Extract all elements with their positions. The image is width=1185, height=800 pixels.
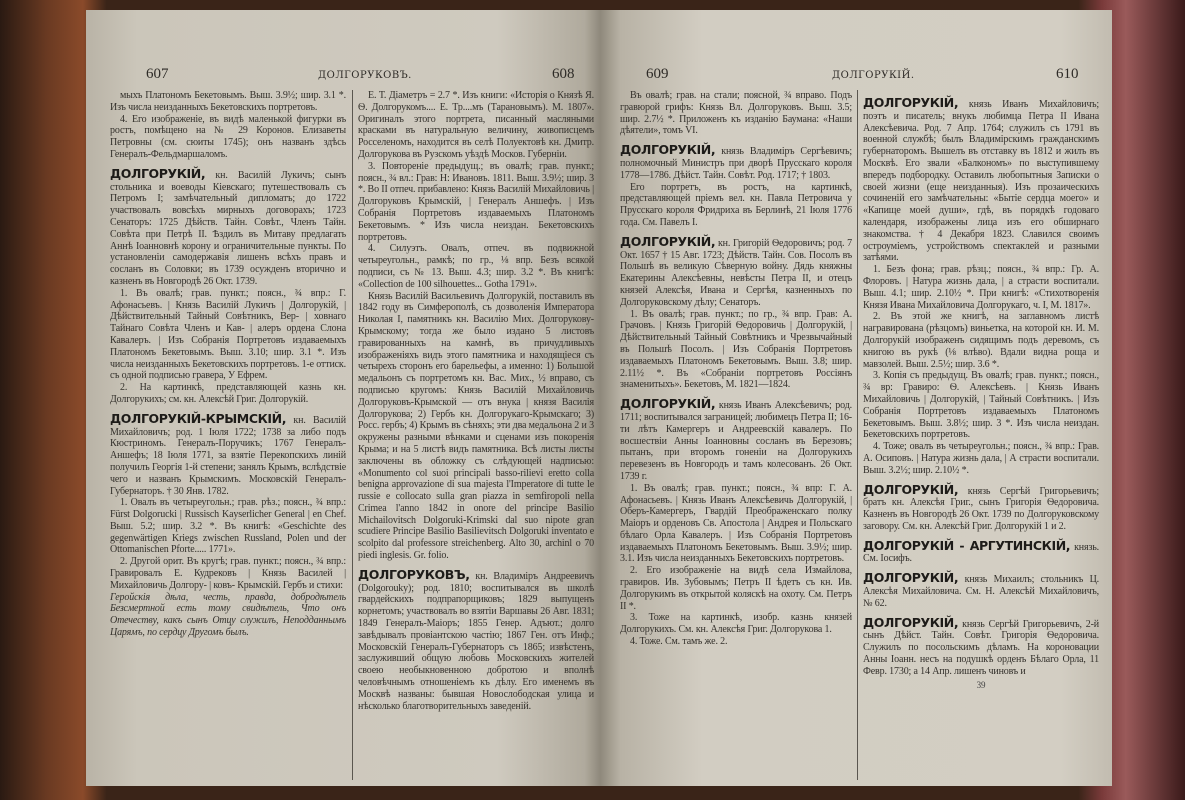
- paragraph-text: кн. Григорій Ѳедоровичъ; род. 7 Окт. 1657 † 15 Авг. 1723; Дѣйств. Тайн. Сов. Посолъ въ Польшѣ въ великую Сѣверную войну. Дядь княжны Екатерины Алексѣевны, невѣсты Петра II, и отецъ князей Алексѣя, Ивана и Сергѣя, казненныхъ по Долгоруковскому дѣлу; Сенаторъ.: [620, 237, 852, 308]
- paragraph-text: кн. Владиміръ Андреевичъ (Dolgorouky); род. 1810; воспитывался въ школѣ гвардейскихъ подпрапорщиковъ; 1829 выпущенъ корнетомъ; участвовалъ во взятіи Варшавы 26 Авг. 1831; 1849 Генералъ-Маіоръ; 1855 Генер. Адъют.; долго завѣдывалъ провіантскою частію; 1867 Ген. отъ Инф.; Московскій Генералъ-Губернаторъ съ 1865; извѣстенъ, заслуживший общую любовь Московскихъ жителей своею необыкновенною добротою и вполнѣ человѣчнымъ отношеніемъ къ дѣлу. Его именемъ въ Москвѣ названы: бывшая Новослободская улица и нѣсколько благотворительныхъ заведеній.: [358, 570, 594, 712]
- entry-heading: ДОЛГОРУКІЙ,: [863, 614, 959, 630]
- paragraph-text: князь Владиміръ Сергѣевичъ; полномочный Министръ при дворѣ Прусскаго короля 1778—1786. Дѣйст. Тайн. Совѣт. Род. 1717; † 1803.: [620, 146, 852, 181]
- paragraph-text: Въ овалѣ; грав. на стали; поясной, ¾ вправо. Подъ гравюрой грифъ: Князь Вл. Долгоруковъ. Выш. 3.5; шир. 2.7½ *. Приложенъ къ изданію Баумана: «Наши дѣятели», томъ VI.: [620, 90, 852, 137]
- entry-heading: ДОЛГОРУКІЙ,: [620, 142, 716, 158]
- paragraph: [110, 90, 346, 114]
- paragraph-text: 4. Его изображеніе, въ видѣ маленькой фигурки въ ростъ, помѣщено на № 29 Коронов. Елизаветы Петровны (см. сюиты 1745); онъ названъ здѣсь Генералъ-Фельдмаршаломъ.: [110, 113, 346, 160]
- paragraph-text: 4. Силуэтъ. Овалъ, отпеч. въ подвижной четыреугольн., рамкѣ; по гр., ⅛ впр. Безъ всякой подписи, съ № 13. Выш. 4.3; шир. 3.2 *. Въ книгѣ: «Collection de 100 silhouettes... Gotha 1791».: [358, 243, 594, 290]
- paragraph-text: кн. Василій Лукичъ; сынъ стольника и воеводы Кіевскаго; путешествовалъ съ Петромъ I; замѣчательный дипломатъ; до 1722 участвовалъ вовсѣхъ мирныхъ договорахъ; 1723 Сенаторъ: 1725 Дѣйств. Тайн. Совѣт., Членъ Тайн. Совѣта при Петрѣ II. Ѣздилъ въ Митаву предлагать Аннѣ Іоанновнѣ корону и ограничительные пункты. По установленіи самодержавія лишенъ всѣхъ правъ и сосланъ въ Соловки; въ 1739 осужденъ вторично и казненъ въ Новгородѣ 26 Окт. 1739.: [110, 169, 346, 287]
- paragraph: [358, 291, 594, 562]
- running-head: ДОЛГОРУКОВЪ.: [318, 70, 412, 81]
- paragraph-text: Его портретъ, въ ростъ, на картинкѣ, представляющей пріемъ вел. кн. Павла Петровича у Прусскаго короля Фридриха въ Берлинѣ, 21 Іюля 1776 года. См. Павелъ I.: [620, 181, 852, 228]
- paragraph: [110, 592, 346, 639]
- paragraph-text: князь Иванъ Алексѣевичъ; род. 1711; воспитывался заграницей; любимецъ Петра II; 16-ти лѣтъ Камергеръ и Андреевскій кавалеръ. По восшествіи Анны Іоанновны сосланъ въ Березовъ; пытанъ, при второмъ гоненіи на Долгорукихъ перевезенъ въ Новгородъ и тамъ колесованъ. 26 Окт. 1739 г.: [620, 400, 852, 482]
- page-number: 608: [552, 66, 575, 82]
- running-head: ДОЛГОРУКІЙ.: [832, 70, 915, 81]
- paragraph: [863, 441, 1099, 476]
- paragraph: [863, 370, 1099, 441]
- page-number: 610: [1056, 66, 1079, 82]
- entry-heading: ДОЛГОРУКІЙ,: [863, 481, 959, 497]
- paragraph: [620, 483, 852, 566]
- paragraph-text: Геройскія дѣла, честь, правда, добродѣтель Безсмертной есть тому свидѣтель, Что онъ Отечеству, какъ сынъ Отцу служилъ, Неподданнымъ Царямъ, по сердцу Другомъ былъ.: [110, 591, 346, 639]
- paragraph-text: 2. Въ этой же книгѣ, на заглавномъ листѣ награвирована (рѣзцомъ) виньетка, на которой кн. И. М. Долгорукій изображенъ сидящимъ подъ деревомъ, съ книгою въ рукѣ (⅛ влѣво). Вдали видна роща и мавзолей. Выш. 2.5½; шир. 3.6 *.: [863, 311, 1099, 370]
- right-page: [600, 10, 1112, 786]
- text-column: [620, 90, 852, 648]
- paragraph: [620, 565, 852, 612]
- entry-paragraph: [110, 412, 346, 498]
- paragraph: [110, 288, 346, 382]
- entry-paragraph: [863, 571, 1099, 609]
- paragraph-text: 3. Повтореніе предыдущ.; въ овалѣ; грав. пункт.; поясн., ¾ вл.: Грав: Н: Ивановъ. 1811. Выш. 3.9½; шир. 3 *. Во II отпеч. прибавлено: Князь Василій Михайловичь | Долгоруковъ Крымскій, | Генералъ Аншефъ. | Изъ Собранія Портретовъ издаваемыхъ Платономъ Бекетовымъ. * Изъ числа неиздан. Бекетовскихъ портретовъ.: [358, 160, 594, 243]
- paragraph-text: 4. Тоже; овалъ въ четыреугольн.; поясн., ¾ впр.: Грав. А. Осиповъ. | Натура жизнь дала, | А страсти воспитали. Выш. 3.2½; шир. 2.10½ *.: [863, 441, 1099, 476]
- paragraph-text: князь Сергѣй Григорьевичъ; братъ кн. Алексѣя Григ., сынъ Григорія Ѳедоровича. Казненъ въ Новгородѣ 26 Окт. 1739 по Долгоруковскому заговору. См. кн. Алексѣй Григ. Долгорукій 1 и 2.: [863, 485, 1099, 532]
- entry-heading: ДОЛГОРУКІЙ,: [620, 396, 716, 412]
- paragraph: [620, 636, 852, 648]
- entry-paragraph: [110, 167, 346, 288]
- text-column: [358, 90, 594, 712]
- entry-heading: ДОЛГОРУКОВЪ,: [358, 566, 470, 582]
- entry-heading: ДОЛГОРУКІЙ,: [863, 95, 959, 110]
- paragraph: [110, 497, 346, 556]
- paragraph: [863, 311, 1099, 370]
- entry-paragraph: [620, 397, 852, 483]
- entry-heading: ДОЛГОРУКІЙ - АРГУТИНСКІЙ,: [863, 537, 1071, 553]
- paragraph-text: 2. Другой орит. Въ кругѣ; грав. пункт.; поясн., ¾ впр.: Гравировалъ Е. Кудрековъ | Князь Василей | Михайловичь Долгору- | ковъ- Крымскій. Гербъ и стихи:: [110, 556, 346, 591]
- paragraph: [863, 264, 1099, 311]
- paragraph-text: 3. Тоже на картинкѣ, изобр. казнь князей Долгорукихъ. См. кн. Алексѣя Григ. Долгорукова 1.: [620, 612, 852, 636]
- paragraph: [358, 161, 594, 244]
- paragraph: [620, 309, 852, 392]
- paragraph: [110, 556, 346, 591]
- entry-heading: ДОЛГОРУКІЙ-КРЫМСКІЙ,: [110, 410, 287, 426]
- entry-paragraph: [863, 539, 1099, 566]
- entry-paragraph: [620, 143, 852, 181]
- paragraph-text: князь Иванъ Михайловичъ; поэтъ и писатель; внукъ любимца Петра II Ивана Алексѣевича. Род. 7 Апр. 1764; служилъ съ 1791 въ военной службѣ; былъ Владимірскимъ гражданскимъ губернаторомъ. Вышелъ въ отставку въ 1812 и жилъ въ Москвѣ. Его звали «Балкономъ» по выступившему впередъ подбородку. Оставилъ любопытныя Записки о своей жизни (еще неизданныя). Изъ прозаическихъ сочиненій его замѣчательны: «Бытіе сердца моего» и «Капище моей души», гдѣ, въ порядкѣ годоваго календаря, изображены лица изъ его обширнаго знакомства. † 4 Декабря 1823. Славился своимъ остроуміемъ, устройствомъ спектаклей и разными затѣями.: [863, 99, 1099, 264]
- text-column: [863, 90, 1099, 691]
- paragraph-text: 2. Его изображеніе на видѣ села Измайлова, гравиров. Ив. Зубовымъ; Петръ II ѣдетъ съ кн. Ив. Долгорукимъ въ открытой коляскѣ на охоту. См. Петръ II *.: [620, 565, 852, 612]
- page-number: 609: [646, 66, 669, 82]
- paragraph-text: Е. Т. Діаметръ = 2.7 *. Изъ книги: «Исторія о Князѣ Я. Ѳ. Долгорукомъ.... Е. Тр....мъ (Тарановымъ). М. 1807». Оригиналъ этого портрета, писанный масляными красками въ натуральную величину, живописцемъ Росселеномъ, находится въ селѣ Полуектовѣ кн. Дмитр. Долгорукова въ Рузскомъ уѣздѣ Москов. Губерніи.: [358, 90, 594, 160]
- paragraph-text: князь. См. Іосифъ.: [863, 541, 1099, 565]
- paragraph: [358, 90, 594, 161]
- paragraph: [620, 612, 852, 636]
- paragraph-text: 1. Овалъ въ четыреугольн.; грав. рѣз.; поясн., ¾ впр.: Fürst Dolgorucki | Russisch Kayserlicher General | en Chef. Выш. 5.2; шир. 3.2 *. Въ книгѣ: «Geschichte des gegenwärtigen Kriegs zwischen Russland, Polen und der Ottomanischen Pforte..... 1771».: [110, 497, 346, 556]
- entry-paragraph: [620, 235, 852, 309]
- paragraph-text: 1. Въ овалѣ; грав. пункт.; по гр., ¾ впр. Грав: А. Грачовъ. | Князь Григорій Ѳедоровичь | Долгорукій, | Дѣйствительный Тайный Совѣтникъ и Чрезвычайный въ Польшѣ Посолъ. | Изъ Собранія Портретовъ издаваемыхъ Платономъ Бекетовымъ. Выш. 3.8; шир. 2.11½ *. Въ «Собраніи портретовъ Россіянъ знаменитыхъ». Бекетовъ, М. 1821—1824.: [620, 308, 852, 391]
- entry-heading: ДОЛГОРУКІЙ,: [110, 165, 206, 181]
- paragraph-text: 3. Копія съ предыдущ. Въ овалѣ; грав. пункт.; поясн., ¾ вр: Гравиро: Ѳ. Алексѣевъ. | Князь Иванъ Михайловичь | Долгорукій, | Тайный Совѣтникъ. | Изъ Собранія Портретовъ издаваемыхъ Платономъ Бекетовымъ. Выш. 3.8½; шир. 3 *. Изъ числа неиздан. Бекетовскихъ портретовъ.: [863, 370, 1099, 441]
- paragraph-text: 2. На картинкѣ, представляющей казнь кн. Долгорукихъ; см. кн. Алексѣй Григ. Долгорукій.: [110, 382, 346, 405]
- text-column: [110, 90, 346, 639]
- paragraph-text: 1. Безъ фона; грав. рѣзц.; поясн., ¾ впр.: Гр. А. Флоровъ. | Натура жизнь дала, | а страсти воспитали. Выш. 4.1; шир. 2.10½ *. При книгѣ: «Стихотворенія Князя Ивана Михайловича Долгорукаго, ч. I, М. 1817».: [863, 264, 1099, 311]
- paragraph: [358, 243, 594, 290]
- paragraph: [620, 90, 852, 137]
- paragraph: [110, 382, 346, 406]
- entry-paragraph: [863, 616, 1099, 678]
- paragraph-text: Князь Василій Васильевичъ Долгорукій, поставилъ въ 1842 году въ Симферополѣ, съ дозволенія Императора Николая I, памятникъ кн. Василію Мих. Долгорукову-Крымскому; тогда же было издано 5 листовъ гравированныхъ на камнѣ, въ причудливыхъ изображеніяхъ видъ этого памятника и находящіеся съ четырехъ сторонъ его барельефы, а именно: 1) Большой медальонъ съ портретомъ кн. Вас. Мих., ½ вправо, съ подписью кругомъ: Князь Василій Михайловичь Долгоруковъ-Крымской — отъ внука | князя Василія Долгорукова; 2) Гербъ кн. Долгорукаго-Крымскаго; 3) Росс. гербъ; 4) Крымъ въ сѣняхъ; эти два медальона 2 и 3 окружены разными вѣнками и сценами изъ покоренія Крыма; и на 5 листѣ видъ памятника. Всѣ листы листы заключены въ обложку съ слѣдующей надписью: «Monumento col suoi principali basso-rilievi eretto colla benigna approvazione di sua majesta l'Imperatore di tutte le russie e collocato sulla gran piazza in semfiropoli nella Crimea l'anno 1842 in onore del principe Basilio Michailovitsch Dolgoruki-Krimski dal suo nipote gran scudiere Principe Basilio Basilievitsch Dolgoruki inventato e scolpito dal professore streichenberg. Alto 30, archinl o 70 piedi inglesis. Gr. folio.: [358, 290, 594, 562]
- paragraph-text: 1. Въ овалѣ; грав. пункт.; поясн., ¾ впр: Г. А. Афонасьевъ. | Князь Иванъ Алексѣевичь Долгорукій, | Оберъ-Камергеръ, Гвардій Преображенскаго полку Маіоръ и орденовъ Св. Апостола | Андрея и Польскаго бѣлаго Орла Кавалеръ. | Изъ Собранія Портретовъ издаваемыхъ Платономъ Бекетовымъ. Выш. 3.9½; шир. 3.1. Изъ числа неизданныхъ Бекетовскихъ портретовъ.: [620, 482, 852, 565]
- entry-heading: ДОЛГОРУКІЙ,: [620, 233, 716, 249]
- left-page: [86, 10, 600, 786]
- paragraph-text: мыхъ Платономъ Бекетовымъ. Выш. 3.9½; шир. 3.1 *. Изъ числа неизданныхъ Бекетовскихъ портретовъ.: [110, 90, 346, 113]
- paragraph: [110, 114, 346, 161]
- entry-paragraph: [358, 568, 594, 713]
- paragraph-text: 1. Въ овалѣ; грав. пункт.; поясн., ¾ впр.: Г. Афонасьевъ. | Князь Василій Лукичъ | Долгорукій, | Дѣйствительный Тайный Совѣтникъ, Вер- | ховнаго Тайнаго Совѣта Членъ и Кав- | алеръ ордена Слона Кавалеръ. | Изъ Собранія Портретовъ издаваемыхъ Платономъ Бекетовымъ. Выш. 3.10; шир. 3.1 *. Изъ числа неизданныхъ Бекетовскихъ портретовъ. 1-е оттиск. съ одной подписью гравера, У Ефрем.: [110, 287, 346, 382]
- entry-heading: ДОЛГОРУКІЙ,: [863, 570, 959, 586]
- column-divider: [352, 90, 353, 780]
- paragraph-text: князь Сергѣй Григорьевичъ, 2-й сынъ Дѣйст. Тайн. Совѣт. Григорія Ѳедоровича. Служилъ по посольскимъ дѣламъ. На короновации Анны Іоанн. несъ на подушкѣ орденъ Бѣлаго Орла, 11 Февр. 1730; а 14 Апр. лишенъ чиновъ и: [863, 618, 1099, 677]
- column-divider: [857, 90, 858, 780]
- paragraph: [620, 182, 852, 229]
- paragraph-text: князь Михаилъ; стольникъ Ц. Алексѣя Михайловича. См. Н. Алексѣй Михайловичъ, № 62.: [863, 574, 1099, 609]
- signature-mark: 39: [976, 679, 986, 690]
- paragraph-text: 4. Тоже. См. тамъ же. 2.: [630, 636, 728, 648]
- entry-paragraph: [863, 96, 1099, 264]
- page-number: 607: [146, 66, 169, 82]
- paragraph-text: кн. Василій Михайловичъ; род. 1 Іюля 1722; 1738 за либо подъ Кюстриномъ. Генералъ-Поручикъ; 1767 Генералъ-Аншефъ; 18 Іюля 1771, за взятіе Перекопскихъ линій получилъ Георгія 1-й степени; занялъ Крымъ, вслѣдствіе чего и названъ Крымскимъ. Московскій Генералъ-Губернаторъ. † 30 Янв. 1782.: [110, 414, 346, 497]
- entry-paragraph: [863, 483, 1099, 533]
